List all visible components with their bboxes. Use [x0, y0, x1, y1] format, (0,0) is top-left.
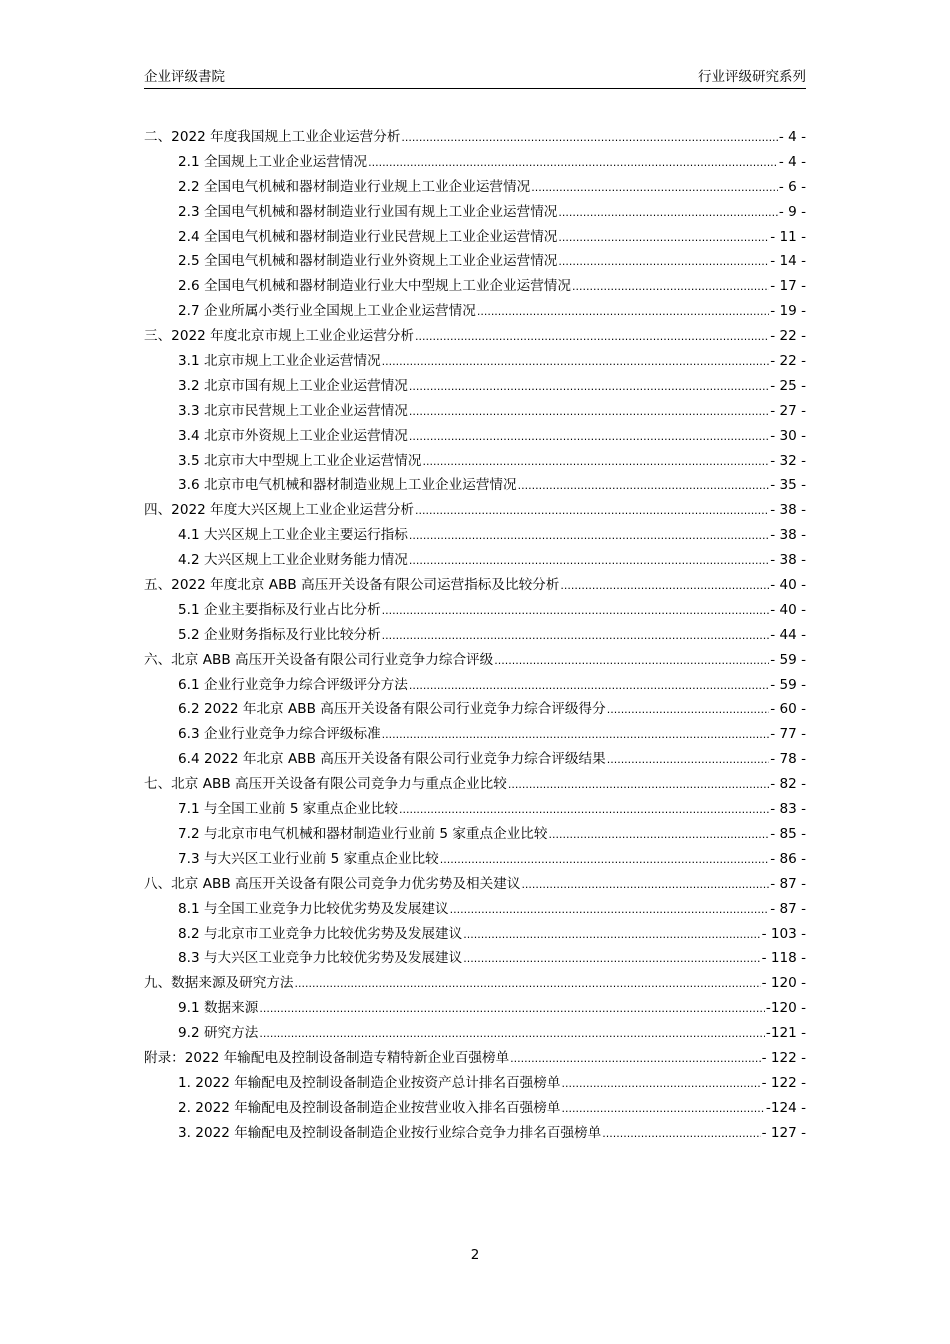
toc-section-entry[interactable] [144, 299, 806, 324]
toc-entry-page: - 38 - [770, 502, 806, 519]
toc-entry-title: 2.4 全国电气机械和器材制造业行业民营规上工业企业运营情况 [178, 228, 558, 245]
toc-entry-title: 3.2 北京市国有规上工业企业运营情况 [178, 377, 408, 394]
toc-section-entry[interactable] [144, 1121, 806, 1146]
toc-entry-page: - 4 - [778, 153, 806, 170]
toc-dot-leader [409, 375, 769, 399]
toc-entry-page: - 85 - [770, 825, 806, 842]
toc-entry-page: - 32 - [770, 452, 806, 469]
toc-entry-title: 八、北京 ABB 高压开关设备有限公司竞争力优劣势及相关建议 [144, 875, 521, 892]
toc-entry-title: 三、2022 年度北京市规上工业企业运营分析 [144, 328, 415, 345]
toc-section-entry[interactable] [144, 548, 806, 573]
toc-dot-leader [607, 698, 770, 722]
toc-section-entry[interactable] [144, 797, 806, 822]
toc-section-entry[interactable] [144, 623, 806, 648]
toc-entry-page: - 127 - [761, 1124, 806, 1141]
toc-entry-page: - 122 - [761, 1074, 806, 1091]
toc-entry-title: 2.3 全国电气机械和器材制造业行业国有规上工业企业运营情况 [178, 203, 558, 220]
toc-dot-leader [415, 325, 769, 349]
toc-dot-leader [382, 624, 770, 648]
toc-entry-page: - 78 - [770, 751, 806, 768]
toc-entry-title: 9.2 研究方法 [178, 1025, 259, 1042]
toc-dot-leader [440, 848, 770, 872]
toc-dot-leader [415, 499, 769, 523]
toc-entry-title: 8.2 与北京市工业竞争力比较优劣势及发展建议 [178, 925, 463, 942]
toc-chapter-entry[interactable] [144, 772, 806, 797]
toc-entry-title: 6.2 2022 年北京 ABB 高压开关设备有限公司行业竞争力综合评级得分 [178, 701, 606, 718]
toc-entry-page: - 87 - [770, 875, 806, 892]
toc-dot-leader [558, 250, 769, 274]
toc-section-entry[interactable] [144, 996, 806, 1021]
toc-section-entry[interactable] [144, 249, 806, 274]
toc-dot-leader [422, 450, 769, 474]
toc-entry-page: - 6 - [778, 178, 806, 195]
toc-entry-title: 8.1 与全国工业竞争力比较优劣势及发展建议 [178, 900, 449, 917]
toc-entry-title: 7.1 与全国工业前 5 家重点企业比较 [178, 801, 398, 818]
toc-section-entry[interactable] [144, 1096, 806, 1121]
toc-entry-page: - 4 - [778, 129, 806, 145]
toc-entry-page: - 83 - [770, 801, 806, 818]
toc-chapter-entry[interactable] [144, 872, 806, 897]
toc-section-entry[interactable] [144, 399, 806, 424]
toc-entry-title: 附录：2022 年输配电及控制设备制造专精特新企业百强榜单 [144, 1049, 510, 1066]
toc-dot-leader [409, 674, 769, 698]
toc-dot-leader [463, 947, 760, 971]
toc-chapter-entry[interactable] [144, 1046, 806, 1071]
toc-entry-page: - 60 - [770, 701, 806, 718]
table-of-contents [144, 125, 806, 1146]
toc-dot-leader [510, 1047, 760, 1071]
toc-entry-title: 3.4 北京市外资规上工业企业运营情况 [178, 427, 408, 444]
toc-dot-leader [450, 898, 770, 922]
toc-entry-page: - 120 - [761, 975, 806, 992]
toc-chapter-entry[interactable] [144, 324, 806, 349]
toc-dot-leader [399, 798, 769, 822]
toc-entry-title: 2.6 全国电气机械和器材制造业行业大中型规上工业企业运营情况 [178, 278, 571, 295]
toc-section-entry[interactable] [144, 1021, 806, 1046]
toc-dot-leader [494, 649, 769, 673]
toc-entry-page: - 30 - [770, 427, 806, 444]
toc-entry-title: 5.2 企业财务指标及行业比较分析 [178, 626, 381, 643]
toc-entry-page: - 40 - [770, 601, 806, 618]
toc-entry-page: - 27 - [770, 402, 806, 419]
toc-entry-page: - 22 - [770, 328, 806, 345]
toc-dot-leader [561, 1097, 764, 1121]
toc-dot-leader [259, 997, 765, 1021]
toc-dot-leader [382, 723, 770, 747]
toc-section-entry[interactable] [144, 722, 806, 747]
page-number: 2 [470, 1247, 480, 1263]
toc-entry-title: 7.3 与大兴区工业行业前 5 家重点企业比较 [178, 850, 439, 867]
toc-entry-page: - 22 - [770, 353, 806, 370]
toc-entry-title: 8.3 与大兴区工业竞争力比较优劣势及发展建议 [178, 950, 463, 967]
toc-section-entry[interactable] [144, 1071, 806, 1096]
toc-entry-page: - 11 - [770, 228, 806, 245]
toc-section-entry[interactable] [144, 274, 806, 299]
toc-section-entry[interactable] [144, 175, 806, 200]
toc-section-entry[interactable] [144, 847, 806, 872]
toc-entry-page: -121 - [765, 1025, 806, 1042]
toc-dot-leader [558, 226, 769, 250]
toc-entry-title: 2.1 全国规上工业企业运营情况 [178, 153, 368, 170]
toc-entry-title: 2. 2022 年输配电及控制设备制造企业按营业收入排名百强榜单 [178, 1099, 561, 1116]
toc-dot-leader [477, 300, 769, 324]
toc-entry-title: 七、北京 ABB 高压开关设备有限公司竞争力与重点企业比较 [144, 776, 507, 793]
toc-entry-page: - 103 - [761, 925, 806, 942]
toc-entry-title: 6.1 企业行业竞争力综合评级评分方法 [178, 676, 408, 693]
toc-dot-leader [382, 599, 770, 623]
toc-dot-leader [409, 400, 769, 424]
toc-entry-title: 9.1 数据来源 [178, 1000, 259, 1017]
toc-chapter-entry[interactable] [144, 971, 806, 996]
toc-section-entry[interactable] [144, 598, 806, 623]
toc-section-entry[interactable] [144, 424, 806, 449]
page-header [144, 66, 806, 89]
toc-dot-leader [558, 201, 778, 225]
toc-dot-leader [548, 823, 769, 847]
toc-entry-title: 3. 2022 年输配电及控制设备制造企业按行业综合竞争力排名百强榜单 [178, 1124, 602, 1141]
toc-entry-page: - 38 - [770, 527, 806, 544]
toc-dot-leader [259, 1022, 765, 1046]
toc-dot-leader [572, 275, 769, 299]
toc-section-entry[interactable] [144, 523, 806, 548]
toc-entry-page: - 35 - [770, 477, 806, 494]
toc-section-entry[interactable] [144, 150, 806, 175]
toc-dot-leader [463, 923, 760, 947]
toc-entry-title: 3.5 北京市大中型规上工业企业运营情况 [178, 452, 422, 469]
toc-section-entry[interactable] [144, 922, 806, 947]
toc-entry-page: - 122 - [761, 1049, 806, 1066]
toc-entry-title: 3.6 北京市电气机械和器材制造业规上工业企业运营情况 [178, 477, 517, 494]
toc-entry-page: - 9 - [778, 203, 806, 220]
toc-section-entry[interactable] [144, 673, 806, 698]
toc-dot-leader [518, 474, 770, 498]
toc-entry-title: 6.4 2022 年北京 ABB 高压开关设备有限公司行业竞争力综合评级结果 [178, 751, 606, 768]
toc-entry-title: 4.1 大兴区规上工业企业主要运行指标 [178, 527, 408, 544]
toc-dot-leader [531, 176, 778, 200]
header-right-text: 行业评级研究系列 [698, 69, 806, 85]
toc-entry-page: - 82 - [770, 776, 806, 793]
toc-section-entry[interactable] [144, 946, 806, 971]
toc-dot-leader [401, 126, 777, 150]
toc-entry-title: 3.3 北京市民营规上工业企业运营情况 [178, 402, 408, 419]
toc-entry-title: 3.1 北京市规上工业企业运营情况 [178, 353, 381, 370]
toc-entry-title: 九、数据来源及研究方法 [144, 975, 294, 992]
toc-dot-leader [561, 1072, 760, 1096]
toc-entry-title: 5.1 企业主要指标及行业占比分析 [178, 601, 381, 618]
toc-dot-leader [607, 748, 770, 772]
toc-entry-page: - 44 - [770, 626, 806, 643]
toc-entry-title: 二、2022 年度我国规上工业企业运营分析 [144, 129, 401, 145]
toc-section-entry[interactable] [144, 449, 806, 474]
toc-section-entry[interactable] [144, 747, 806, 772]
toc-chapter-entry[interactable] [144, 125, 806, 150]
toc-entry-page: - 14 - [770, 253, 806, 270]
toc-chapter-entry[interactable] [144, 498, 806, 523]
header-left-text: 企业评级書院 [144, 69, 225, 85]
toc-entry-title: 2.7 企业所属小类行业全国规上工业企业运营情况 [178, 303, 476, 320]
toc-entry-title: 4.2 大兴区规上工业企业财务能力情况 [178, 552, 408, 569]
toc-entry-page: - 38 - [770, 552, 806, 569]
toc-dot-leader [560, 574, 769, 598]
toc-dot-leader [409, 425, 769, 449]
toc-entry-title: 1. 2022 年输配电及控制设备制造企业按资产总计排名百强榜单 [178, 1074, 561, 1091]
toc-section-entry[interactable] [144, 897, 806, 922]
toc-dot-leader [409, 524, 769, 548]
toc-entry-title: 2.2 全国电气机械和器材制造业行业规上工业企业运营情况 [178, 178, 531, 195]
toc-entry-title: 6.3 企业行业竞争力综合评级标准 [178, 726, 381, 743]
toc-section-entry[interactable] [144, 697, 806, 722]
toc-entry-title: 六、北京 ABB 高压开关设备有限公司行业竞争力综合评级 [144, 651, 494, 668]
toc-entry-title: 四、2022 年度大兴区规上工业企业运营分析 [144, 502, 415, 519]
toc-entry-page: - 86 - [770, 850, 806, 867]
toc-dot-leader [295, 972, 761, 996]
toc-chapter-entry[interactable] [144, 573, 806, 598]
toc-entry-page: - 118 - [761, 950, 806, 967]
toc-section-entry[interactable] [144, 200, 806, 225]
toc-entry-page: -120 - [765, 1000, 806, 1017]
toc-dot-leader [602, 1122, 760, 1146]
toc-entry-page: - 17 - [770, 278, 806, 295]
toc-section-entry[interactable] [144, 822, 806, 847]
toc-entry-page: -124 - [765, 1099, 806, 1116]
toc-dot-leader [508, 773, 769, 797]
toc-dot-leader [368, 151, 778, 175]
toc-section-entry[interactable] [144, 225, 806, 250]
toc-entry-page: - 40 - [770, 577, 806, 594]
toc-section-entry[interactable] [144, 349, 806, 374]
toc-entry-page: - 87 - [770, 900, 806, 917]
toc-entry-page: - 77 - [770, 726, 806, 743]
toc-chapter-entry[interactable] [144, 648, 806, 673]
toc-entry-title: 五、2022 年度北京 ABB 高压开关设备有限公司运营指标及比较分析 [144, 577, 560, 594]
toc-entry-page: - 19 - [770, 303, 806, 320]
toc-section-entry[interactable] [144, 374, 806, 399]
toc-dot-leader [382, 350, 770, 374]
toc-entry-page: - 59 - [770, 651, 806, 668]
toc-entry-page: - 59 - [770, 676, 806, 693]
toc-entry-page: - 25 - [770, 377, 806, 394]
toc-dot-leader [521, 873, 769, 897]
toc-dot-leader [409, 549, 769, 573]
toc-entry-title: 2.5 全国电气机械和器材制造业行业外资规上工业企业运营情况 [178, 253, 558, 270]
toc-section-entry[interactable] [144, 473, 806, 498]
toc-entry-title: 7.2 与北京市电气机械和器材制造业行业前 5 家重点企业比较 [178, 825, 548, 842]
